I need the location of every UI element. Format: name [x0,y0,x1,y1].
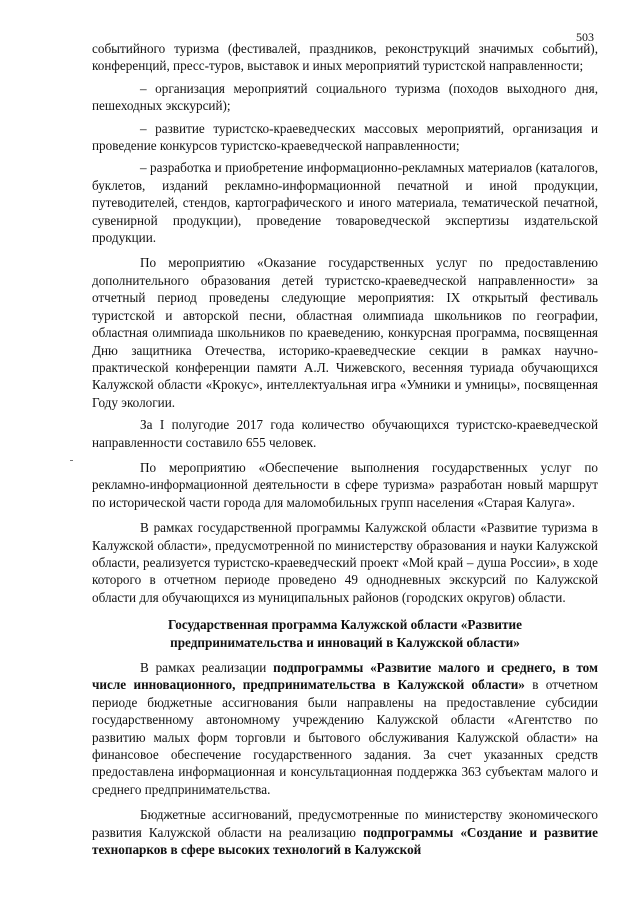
scan-artifact [70,460,73,461]
paragraph-my-region-project: В рамках государственной программы Калужской области «Развитие туризма в Калужской области», предусмотренной по министерству образования и науки Калужской области, реализуется туристско-краеведческий проект «Мой край – душа России», в ходе которого в отчетном периоде проведено 49 однодневных экскурсий по Калужской области для обучающихся из муниципальных районов (городских округов) области. [92,520,598,605]
list-item-social-tourism: – организация мероприятий социального туризма (походов выходного дня, пешеходных экскурсий); [92,80,598,114]
paragraph-technoparks-prefix: Бюджетные ассигнований, предусмотренные по министерству экономического развития Калужской области на реализацию [92,807,598,840]
list-item-local-history-events: – развитие туристско-краеведческих массовых мероприятий, организация и проведение конкурсов туристско-краеведческой направленности; [92,120,598,154]
paragraph-sme-suffix: в отчетном периоде бюджетные ассигнования были направлены на предоставление субсидии государственному автономному учреждению Калужской области «Агентство по развитию малых форм торговли и бытового обслуживания Калужской области» на финансовое обеспечение государственного задания. За счет указанных средств предоставлена информационная и консультационная поддержка 363 субъектам малого и среднего предпринимательства. [92,677,598,797]
subprogram-sme-title: подпрограммы «Развитие малого и среднего, в том числе инновационного, предпринимательства в Калужской области» [92,660,598,693]
paragraph-technoparks [92,806,598,858]
paragraph-students-count: За I полугодие 2017 года количество обучающихся туристско-краеведческой направленности составило 655 человек. [92,417,598,450]
page-number: 503 [576,30,594,44]
paragraph-sme-subprogram [92,659,598,798]
paragraph-events-continued: событийного туризма (фестивалей, праздников, реконструкций значимых событий), конференций, пресс-туров, выставок и иных мероприятий туристской направленности; [92,41,598,74]
paragraph-advertising-route: По мероприятию «Обеспечение выполнения государственных услуг по рекламно-информационной деятельности в сфере туризма» разработан новый маршрут по исторической части города для маломобильных групп населения «Старая Калуга». [92,459,598,510]
document-body [92,40,598,863]
paragraph-state-services-education: По мероприятию «Оказание государственных услуг по предоставлению дополнительного образования детей туристско-краеведческой направленности» за отчетный период проведены следующие мероприятия: IX открытый фестиваль туристской и авторской песни, областная олимпиада школьников по географии, областная олимпиада школьников по краеведению, конкурсная программа, посвященная Дню защитника Отечества, историко-краеведческие секции в рамках научно-практической конференции памяти А.Л. Чижевского, весенняя туриада обучающихся Калужской области «Крокус», интеллектуальная игра «Умники и умницы», посвященная Году экологии. [92,255,598,410]
subprogram-technoparks-title: подпрограммы «Создание и развитие технопарков в сфере высоких технологий в Калужской [92,824,599,858]
section-heading: Государственная программа Калужской области «Развитие предпринимательства и инноваций в Калужской области» [168,617,522,650]
paragraph-sme-prefix: В рамках реализации [140,660,274,675]
list-item-promo-materials: – разработка и приобретение информационно-рекламных материалов (каталогов, буклетов, изданий рекламно-информационной печатной и иной продукции, путеводителей, стендов, картографического и иного материала, тематической печатной, сувенирной продукции), проведение товароведческой экспертизы издательской продукции. [92,160,598,246]
